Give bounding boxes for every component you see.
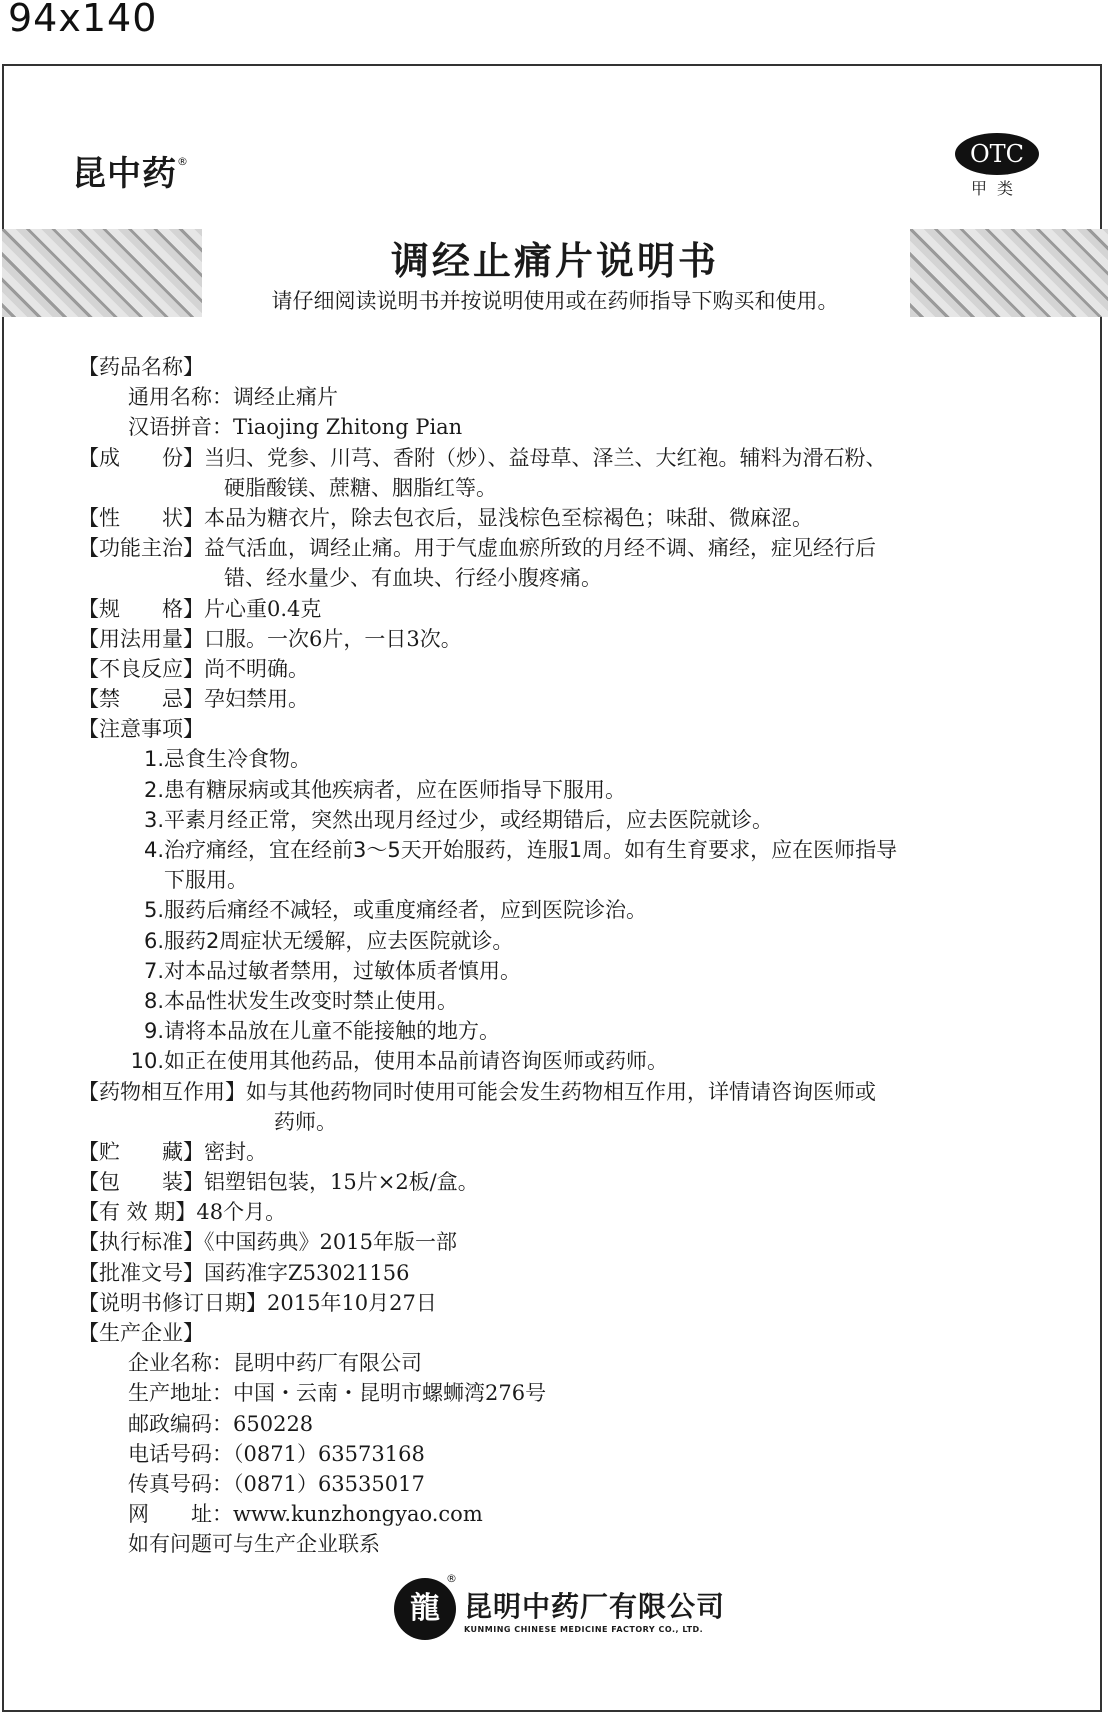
precaution-number: 6. [143, 928, 164, 953]
phone-number: 电话号码：（0871）63573168 [128, 1441, 425, 1466]
precaution-number: 8. [143, 988, 164, 1013]
section-heading-precautions: 【注意事项】 [78, 717, 204, 742]
precaution-item [78, 956, 1038, 986]
indications-continued: 错、经水量少、有血块、行经小腹疼痛。 [224, 566, 602, 591]
fax-number: 传真号码：（0871）63535017 [128, 1471, 425, 1496]
precaution-text: 平素月经正常，突然出现月经过少，或经期错后，应去医院就诊。 [164, 807, 773, 832]
precaution-item [78, 1046, 1038, 1076]
drug-interactions-continued: 药师。 [274, 1109, 337, 1134]
precaution-text: 患有糖尿病或其他疾病者，应在医师指导下服用。 [164, 777, 626, 802]
dosage: 【用法用量】口服。一次6片，一日3次。 [78, 626, 462, 651]
company-name-en: KUNMING CHINESE MEDICINE FACTORY CO., LTD. [464, 1624, 704, 1634]
packaging: 【包 装】铝塑铝包装，15片×2板/盒。 [78, 1170, 479, 1195]
manufacturer-address: 生产地址：中国・云南・昆明市螺蛳湾276号 [128, 1381, 547, 1406]
precaution-number: 9. [143, 1019, 164, 1044]
precaution-text: 本品性状发生改变时禁止使用。 [164, 988, 458, 1013]
shelf-life: 【有 效 期】48个月。 [78, 1200, 287, 1225]
page-title: 调经止痛片说明书 [390, 239, 719, 283]
precaution-item-continued [78, 865, 1038, 895]
brand-logo [72, 146, 189, 195]
precaution-number: 4. [143, 838, 164, 862]
precaution-text: 服药2周症状无缓解，应去医院就诊。 [164, 928, 514, 953]
precaution-number: 2. [143, 777, 164, 802]
precaution-item [78, 986, 1038, 1016]
dragon-emblem-icon: 龍 [394, 1578, 456, 1640]
page-subtitle: 请仔细阅读说明书并按说明使用或在药师指导下购买和使用。 [271, 289, 839, 313]
brand-registered-mark: ® [177, 155, 189, 168]
otc-badge: OTC [955, 133, 1039, 175]
precaution-item [78, 805, 1038, 835]
pinyin-name: 汉语拼音：Tiaojing Zhitong Pian [128, 415, 463, 440]
postal-code: 邮政编码：650228 [128, 1411, 314, 1436]
leaflet-content [78, 352, 1038, 1560]
drug-interactions: 【药物相互作用】如与其他药物同时使用可能会发生药物相互作用，详情请咨询医师或 [78, 1079, 876, 1104]
adverse-reactions: 【不良反应】尚不明确。 [78, 656, 309, 681]
size-label: 94x140 [8, 0, 158, 40]
precaution-number: 3. [143, 807, 164, 832]
precaution-number: 10. [130, 1049, 164, 1074]
precaution-item [78, 835, 1038, 865]
precaution-text: 对本品过敏者禁用，过敏体质者慎用。 [164, 958, 521, 983]
contact-note: 如有问题可与生产企业联系 [128, 1532, 380, 1557]
precaution-item [78, 775, 1038, 805]
precaution-text: 如正在使用其他药品，使用本品前请咨询医师或药师。 [164, 1049, 668, 1074]
common-name: 通用名称：调经止痛片 [128, 385, 338, 410]
section-heading-manufacturer: 【生产企业】 [78, 1321, 204, 1345]
manufacturer-name: 企业名称：昆明中药厂有限公司 [128, 1351, 422, 1376]
precaution-number: 5. [143, 898, 164, 923]
precaution-item [78, 744, 1038, 774]
contraindications: 【禁 忌】孕妇禁用。 [78, 687, 309, 712]
indications: 【功能主治】益气活血，调经止痛。用于气虚血瘀所致的月经不调、痛经，症见经行后 [78, 536, 876, 561]
specification: 【规 格】片心重0.4克 [78, 596, 322, 621]
website: 网 址：www.kunzhongyao.com [128, 1502, 483, 1527]
company-name-cn: 昆明中药厂有限公司 [464, 1589, 726, 1623]
precaution-item [78, 926, 1038, 956]
storage: 【贮 藏】密封。 [78, 1139, 267, 1164]
otc-class-label: 甲类 [970, 179, 1023, 198]
ingredients: 【成 份】当归、党参、川芎、香附（炒）、益母草、泽兰、大红袍。辅料为滑石粉、 [78, 445, 887, 470]
precaution-item [78, 895, 1038, 925]
revision-date: 【说明书修订日期】2015年10月27日 [78, 1290, 437, 1315]
precaution-text: 下服用。 [164, 868, 248, 893]
precaution-number: 1. [143, 747, 164, 772]
company-registered-mark: ® [446, 1572, 457, 1585]
precaution-text: 服药后痛经不减轻，或重度痛经者，应到医院诊治。 [164, 898, 647, 923]
precaution-text: 忌食生冷食物。 [164, 747, 311, 772]
precaution-text: 请将本品放在儿童不能接触的地方。 [164, 1019, 500, 1044]
precaution-number: 7. [143, 958, 164, 983]
ingredients-continued: 硬脂酸镁、蔗糖、胭脂红等。 [224, 475, 497, 500]
standard: 【执行标准】《中国药典》2015年版一部 [78, 1230, 457, 1255]
description: 【性 状】本品为糖衣片，除去包衣后，显浅棕色至棕褐色；味甜、微麻涩。 [78, 505, 813, 530]
company-logo [394, 1572, 726, 1640]
precaution-text: 治疗痛经，宜在经前3～5天开始服药，连服1周。如有生育要求，应在医师指导 [164, 838, 898, 862]
approval-number: 【批准文号】国药准字Z53021156 [78, 1260, 410, 1285]
section-heading-drug-name: 【药品名称】 [78, 355, 204, 379]
brand-name: 昆中药 [72, 154, 177, 194]
precaution-item [78, 1016, 1038, 1046]
